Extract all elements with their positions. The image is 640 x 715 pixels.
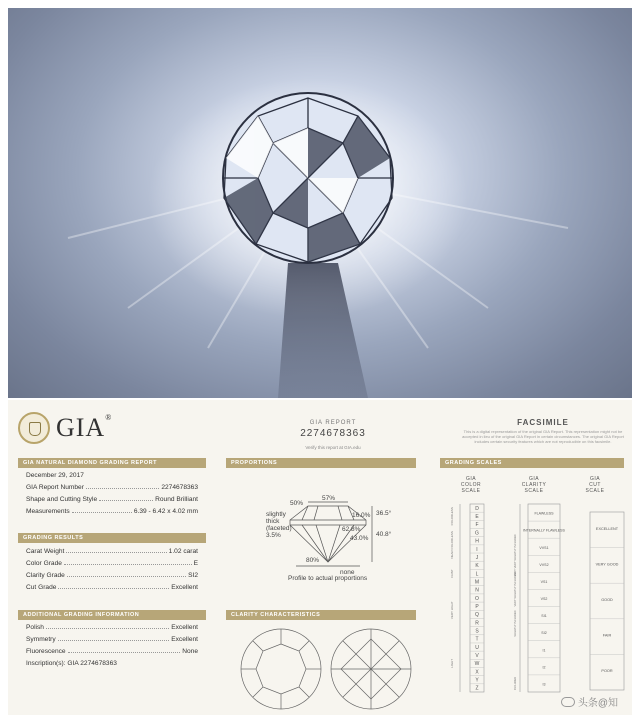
color-group-label: VERY LIGHT bbox=[450, 601, 454, 620]
color-scale-head: GIA COLOR SCALE bbox=[460, 476, 482, 494]
prop-girdle-pct: 3.5% bbox=[266, 532, 281, 539]
color-grade-F: F bbox=[475, 522, 479, 529]
row-carat: Carat Weight 1.02 carat bbox=[26, 548, 198, 555]
clarity-grade-3: VVS2 bbox=[539, 562, 549, 567]
clarity-grade-6: SI1 bbox=[541, 614, 547, 619]
color-grade-E: E bbox=[475, 514, 479, 521]
gia-logo: GIA® bbox=[18, 412, 112, 444]
color-grade-L: L bbox=[475, 571, 479, 578]
diamond-image bbox=[8, 8, 632, 398]
row-symmetry: Symmetry Excellent bbox=[26, 636, 198, 643]
clarity-grade-1: INTERNALLY FLAWLESS bbox=[523, 528, 565, 533]
color-grade-X: X bbox=[475, 669, 479, 676]
additional-info-header: ADDITIONAL GRADING INFORMATION bbox=[18, 610, 206, 620]
row-clarity: Clarity Grade SI2 bbox=[26, 572, 198, 579]
cut-grade-0: EXCELLENT bbox=[595, 526, 619, 531]
color-grade-J: J bbox=[475, 554, 479, 561]
row-measurements: Measurements 6.39 - 6.42 x 4.02 mm bbox=[26, 508, 198, 515]
clarity-grade-9: I2 bbox=[542, 665, 546, 670]
color-grade-O: O bbox=[475, 595, 479, 602]
clarity-plot-diagram bbox=[236, 626, 416, 712]
row-shape: Shape and Cutting Style Round Brilliant bbox=[26, 496, 198, 503]
prop-girdle-1: slightly bbox=[266, 511, 286, 518]
grading-report-rows bbox=[26, 472, 198, 520]
clarity-grade-10: I3 bbox=[542, 682, 546, 687]
color-grade-H: H bbox=[475, 538, 479, 545]
row-color: Color Grade E bbox=[26, 560, 198, 567]
proportions-header: PROPORTIONS bbox=[226, 458, 416, 468]
grading-scales-diagram bbox=[440, 500, 630, 700]
prop-girdle-2: thick bbox=[266, 518, 280, 525]
color-grade-M: M bbox=[474, 579, 480, 586]
prop-girdle-3: (faceted) bbox=[266, 525, 292, 532]
facsimile-text: This is a digital representation of the original GIA Report. This representation might not be accepted in lieu of the original GIA Report in certain circumstances. The original GIA Report includes certain security features which are not reproducible on this facsimile. bbox=[462, 429, 624, 444]
color-grade-I: I bbox=[476, 546, 478, 553]
cut-grade-2: GOOD bbox=[601, 598, 613, 602]
color-grade-Z: Z bbox=[475, 685, 479, 692]
gia-seal-icon bbox=[18, 412, 50, 444]
prop-table: 57% bbox=[322, 495, 336, 502]
clarity-grade-2: VVS1 bbox=[539, 545, 549, 550]
grading-report-header: GIA NATURAL DIAMOND GRADING REPORT bbox=[18, 458, 206, 468]
additional-rows bbox=[26, 624, 198, 672]
color-grade-V: V bbox=[475, 653, 479, 660]
clarity-grade-0: FLAWLESS bbox=[534, 511, 554, 516]
verify-text: Verify this report at GIA.edu bbox=[305, 445, 361, 450]
color-grade-N: N bbox=[475, 587, 479, 594]
cut-grade-4: POOR bbox=[601, 669, 613, 674]
color-grade-W: W bbox=[474, 661, 480, 668]
clarity-group-label: SLIGHTLY INCLUDED bbox=[514, 610, 517, 637]
row-report-number: GIA Report Number 2274678363 bbox=[26, 484, 198, 491]
prop-50: 50% bbox=[290, 500, 304, 507]
prop-total-depth: 62.8% bbox=[342, 526, 361, 533]
color-grade-U: U bbox=[475, 644, 479, 651]
prop-pavilion-angle: 40.8° bbox=[376, 531, 392, 538]
gia-certificate bbox=[8, 400, 632, 715]
cut-scale-head: GIA CUT SCALE bbox=[585, 476, 605, 494]
color-grade-T: T bbox=[475, 636, 479, 643]
color-group-label: FAINT bbox=[450, 569, 454, 578]
clarity-group-label: INCLUDED bbox=[514, 676, 517, 691]
clarity-header: CLARITY CHARACTERISTICS bbox=[226, 610, 416, 620]
report-date: December 29, 2017 bbox=[26, 472, 84, 479]
color-grade-Q: Q bbox=[475, 612, 479, 619]
row-polish: Polish Excellent bbox=[26, 624, 198, 631]
row-cut: Cut Grade Excellent bbox=[26, 584, 198, 591]
clarity-grade-7: SI2 bbox=[541, 631, 547, 636]
report-number: 2274678363 bbox=[300, 428, 366, 439]
facsimile-block bbox=[458, 418, 628, 444]
clarity-grade-8: I1 bbox=[542, 648, 546, 653]
proportions-caption: Profile to actual proportions bbox=[288, 575, 368, 582]
diamond-photo bbox=[8, 8, 632, 398]
clarity-grade-5: VS2 bbox=[540, 597, 548, 602]
cut-grade-1: VERY GOOD bbox=[595, 562, 619, 567]
color-grade-K: K bbox=[475, 563, 479, 570]
prop-crown-angle: 36.5° bbox=[376, 510, 392, 517]
prop-lower-half: 80% bbox=[306, 557, 320, 564]
color-group-label: NEAR COLORLESS bbox=[450, 531, 454, 559]
color-grade-P: P bbox=[475, 603, 479, 610]
watermark-icon bbox=[561, 697, 575, 707]
color-grade-D: D bbox=[475, 505, 479, 512]
watermark: 头条@知 bbox=[561, 694, 618, 709]
grading-scales-header: GRADING SCALES bbox=[440, 458, 624, 468]
prop-crown-height: 16.0% bbox=[352, 512, 371, 519]
row-inscription: Inscription(s): GIA 2274678363 bbox=[26, 660, 117, 667]
color-grade-S: S bbox=[475, 628, 479, 635]
clarity-group-label: VERY VERY SLIGHTLY INCLUDED bbox=[514, 534, 517, 577]
prop-pavilion-depth: 43.0% bbox=[350, 535, 369, 542]
color-grade-G: G bbox=[475, 530, 479, 537]
prop-culet: none bbox=[340, 569, 355, 575]
report-label: GIA REPORT bbox=[309, 420, 357, 426]
report-header bbox=[278, 420, 388, 450]
clarity-scale-head: GIA CLARITY SCALE bbox=[521, 476, 547, 494]
proportions-diagram bbox=[226, 470, 416, 575]
row-fluorescence: Fluorescence None bbox=[26, 648, 198, 655]
color-group-label: COLORLESS bbox=[450, 507, 454, 526]
clarity-grade-4: VS1 bbox=[540, 579, 548, 584]
cut-grade-3: FAIR bbox=[602, 633, 612, 638]
grading-results-header: GRADING RESULTS bbox=[18, 533, 206, 543]
color-group-label: LIGHT bbox=[450, 658, 454, 668]
gia-brand: GIA bbox=[56, 413, 106, 442]
color-grade-R: R bbox=[475, 620, 479, 627]
grading-results-rows bbox=[26, 548, 198, 596]
color-grade-Y: Y bbox=[475, 677, 479, 684]
facsimile-title: FACSIMILE bbox=[517, 418, 569, 427]
clarity-group-label: VERY SLIGHTLY INCLUDED bbox=[514, 572, 517, 607]
